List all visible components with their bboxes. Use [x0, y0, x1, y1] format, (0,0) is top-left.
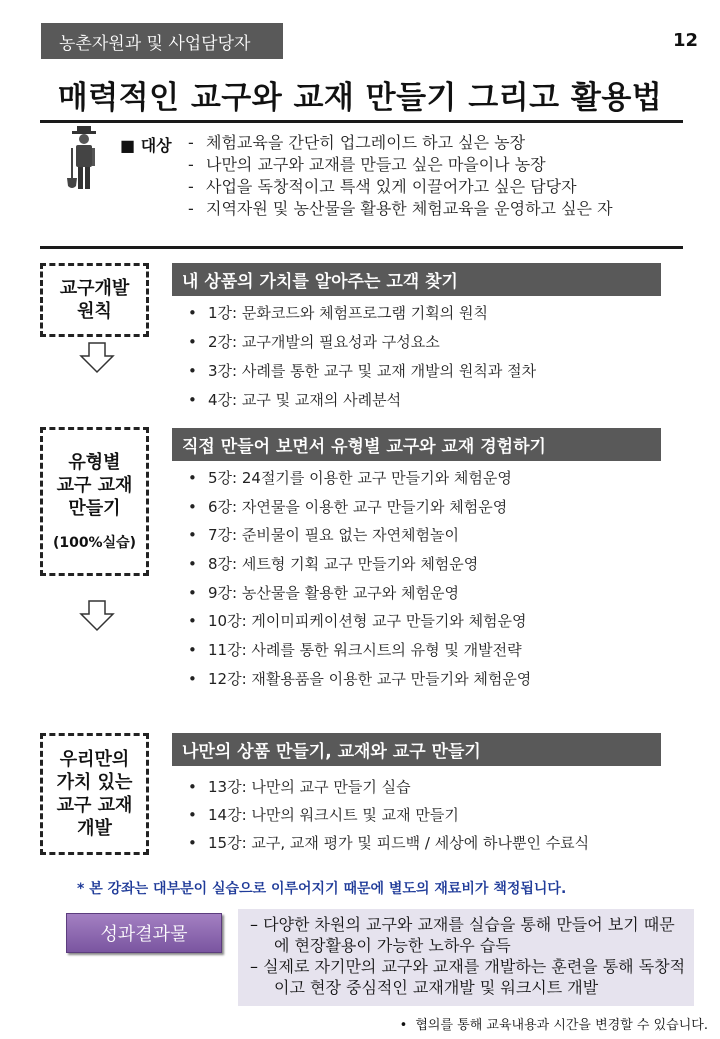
lecture-item: • 3강: 사례를 통한 교구 및 교재 개발의 원칙과 절차 — [188, 361, 536, 390]
section-box-label: 유형별 교구 교재 만들기 — [56, 452, 133, 519]
lecture-item: • 9강: 농산물을 활용한 교구와 체험운영 — [188, 583, 531, 612]
lecture-item: • 14강: 나만의 워크시트 및 교재 만들기 — [188, 805, 589, 833]
lecture-item: • 13강: 나만의 교구 만들기 실습 — [188, 777, 589, 805]
farmer-icon — [64, 126, 104, 192]
lecture-item: • 6강: 자연물을 이용한 교구 만들기와 체험운영 — [188, 497, 531, 526]
footer-note: • 협의를 통해 교육내용과 시간을 변경할 수 있습니다. — [400, 1014, 708, 1033]
lecture-item: • 2강: 교구개발의 필요성과 구성요소 — [188, 332, 536, 361]
lecture-item: • 10강: 게이미피케이션형 교구 만들기와 체험운영 — [188, 611, 531, 640]
target-item: - 체험교육을 간단히 업그레이드 하고 싶은 농장 — [188, 132, 613, 154]
down-arrow-icon — [79, 342, 115, 374]
section-box-sublabel: (100%실습) — [52, 535, 137, 551]
section-title-bar: 내 상품의 가치를 알아주는 고객 찾기 — [172, 263, 661, 296]
category-tag: 농촌자원과 및 사업담당자 — [41, 23, 283, 59]
lecture-item: • 12강: 재활용품을 이용한 교구 만들기와 체험운영 — [188, 669, 531, 698]
section-title-bar: 나만의 상품 만들기, 교재와 교구 만들기 — [172, 733, 661, 766]
section-box-development — [40, 733, 149, 855]
outcome-line: – 실제로 자기만의 교구와 교재를 개발하는 훈련을 통해 독창적이고 현장 중심적인 교재개발 및 워크시트 개발 — [250, 957, 686, 997]
lecture-list — [188, 777, 589, 861]
lecture-item: • 8강: 세트형 기획 교구 만들기와 체험운영 — [188, 554, 531, 583]
section-box-principles — [40, 263, 149, 337]
target-item: - 지역자원 및 농산물을 활용한 체험교육을 운영하고 싶은 자 — [188, 198, 613, 220]
top-divider — [40, 120, 683, 123]
section-box-label: 우리만의 가치 있는 교구 교재 개발 — [56, 749, 133, 839]
material-fee-note: * 본 강좌는 대부분이 실습으로 이루어지기 때문에 별도의 재료비가 책정됩니다. — [77, 881, 567, 897]
outcome-label: 성과결과물 — [66, 913, 222, 953]
page-number: 12 — [672, 30, 698, 51]
section-box-label: 교구개발 원칙 — [59, 278, 130, 322]
section-title-bar: 직접 만들어 보면서 유형별 교구와 교재 경험하기 — [172, 428, 661, 461]
outcome-line: – 다양한 차원의 교구와 교재를 실습을 통해 만들어 보기 때문에 현장활용이 가능한 노하우 습득 — [250, 915, 675, 955]
lecture-item: • 5강: 24절기를 이용한 교구 만들기와 체험운영 — [188, 468, 531, 497]
target-label: ■ 대상 — [120, 136, 172, 155]
lecture-item: • 15강: 교구, 교재 평가 및 피드백 / 세상에 하나뿐인 수료식 — [188, 833, 589, 861]
lecture-item: • 11강: 사례를 통한 워크시트의 유형 및 개발전략 — [188, 640, 531, 669]
target-item: - 사업을 독창적이고 특색 있게 이끌어가고 싶은 담당자 — [188, 176, 613, 198]
outcome-text — [250, 914, 690, 998]
lecture-item: • 1강: 문화코드와 체험프로그램 기획의 원칙 — [188, 303, 536, 332]
target-item: - 나만의 교구와 교재를 만들고 싶은 마을이나 농장 — [188, 154, 613, 176]
lecture-list — [188, 303, 536, 419]
section-divider — [40, 246, 683, 249]
lecture-item: • 4강: 교구 및 교재의 사례분석 — [188, 390, 536, 419]
lecture-item: • 7강: 준비물이 필요 없는 자연체험놀이 — [188, 525, 531, 554]
page-title: 매력적인 교구와 교재 만들기 그리고 활용법 — [57, 80, 663, 116]
section-box-types — [40, 427, 149, 576]
target-list — [188, 132, 613, 220]
down-arrow-icon — [79, 600, 115, 632]
lecture-list — [188, 468, 531, 698]
